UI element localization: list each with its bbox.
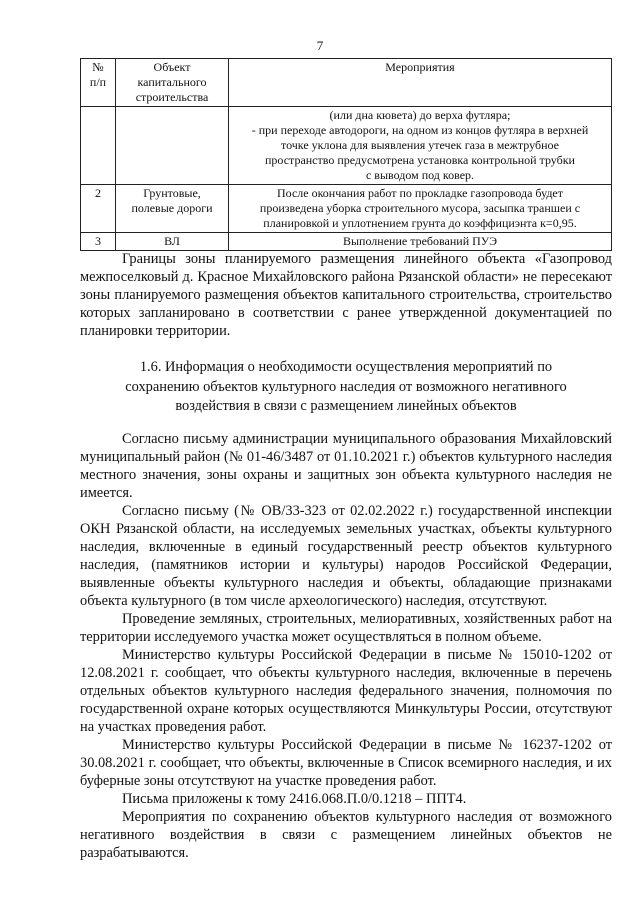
- measures-table: [80, 58, 612, 251]
- paragraph: Министерство культуры Российской Федерации в письме № 15010-1202 от 12.08.2021 г. сообщает, что объекты культурного наследия, включенные в перечень отдельных объектов культурного наследия федерального значения, полномочия по государственной охране которых осуществляются Минкультуры России, отсутствуют на участках проведения работ.: [80, 647, 612, 735]
- row-number: [81, 107, 116, 185]
- section-heading: 1.6. Информация о необходимости осуществления мероприятий по сохранению объектов культурного наследия от возможного негативного воздействия в связи с размещением линейных объектов: [125, 359, 567, 414]
- paragraph: Проведение земляных, строительных, мелиоративных, хозяйственных работ на территории исследуемого участка может осуществляться в полном объеме.: [80, 611, 612, 645]
- row-number: 2: [81, 185, 116, 233]
- intro-paragraph: Границы зоны планируемого размещения линейного объекта «Газопровод межпоселковый д. Красное Михайловского района Рязанской области» не пересекают зоны планируемого размещения объектов капитального строительства, строительство которых запланировано в соответствии с ранее утвержденной документацией по планировки территории.: [80, 251, 612, 339]
- row-object: ВЛ: [116, 233, 229, 251]
- row-measure: (или дна кювета) до верха футляра; - при переходе автодороги, на одном из концов футляра в верхней точке уклона для выявления утечек газа в межтрубное пространство предусмотрена установка контрольной трубки с выводом под ковер.: [229, 107, 612, 185]
- row-object: Грунтовые, полевые дороги: [116, 185, 229, 233]
- paragraph: Мероприятия по сохранению объектов культурного наследия от возможного негативного воздействия в связи с размещением линейных объектов не разрабатываются.: [80, 809, 612, 861]
- row-measure: Выполнение требований ПУЭ: [229, 233, 612, 251]
- row-measure: После окончания работ по прокладке газопровода будет произведена уборка строительного мусора, засыпка траншеи с планировкой и уплотнением грунта до коэффициэнта к=0,95.: [229, 185, 612, 233]
- page-number: 7: [316, 38, 324, 53]
- intro-block: [80, 250, 612, 340]
- row-number: 3: [81, 233, 116, 251]
- header-number: № п/п: [81, 59, 116, 107]
- section-body: [80, 430, 612, 862]
- row-object: [116, 107, 229, 185]
- table-row: [81, 107, 612, 185]
- table-row: [81, 233, 612, 251]
- paragraph: Согласно письму администрации муниципального образования Михайловский муниципальный район (№ 01-46/3487 от 01.10.2021 г.) объектов культурного наследия местного значения, зоны охраны и защитных зон объекта культурного наследия не имеется.: [80, 431, 612, 501]
- table-row: [81, 185, 612, 233]
- header-measures: Мероприятия: [229, 59, 612, 107]
- paragraph: Письма приложены к тому 2416.068.П.0/0.1218 – ППТ4.: [122, 791, 467, 807]
- paragraph: Согласно письму (№ ОВ/33-323 от 02.02.2022 г.) государственной инспекции ОКН Рязанской области, на исследуемых земельных участках, объекты культурного наследия, включенные в единый государственный реестр объектов культурного наследия, (памятников истории и культуры) народов Российской Федерации, выявленные объекты культурного наследия и объекты, обладающие признаками объекта культурного (в том числе археологического) наследия, отсутствуют.: [80, 503, 612, 609]
- table-header-row: [81, 59, 612, 107]
- paragraph: Министерство культуры Российской Федерации в письме № 16237-1202 от 30.08.2021 г. сообщает, что объекты, включенные в Список всемирного наследия, и их буферные зоны отсутствуют на участке проведения работ.: [80, 737, 612, 789]
- header-object: Объект капитального строительства: [116, 59, 229, 107]
